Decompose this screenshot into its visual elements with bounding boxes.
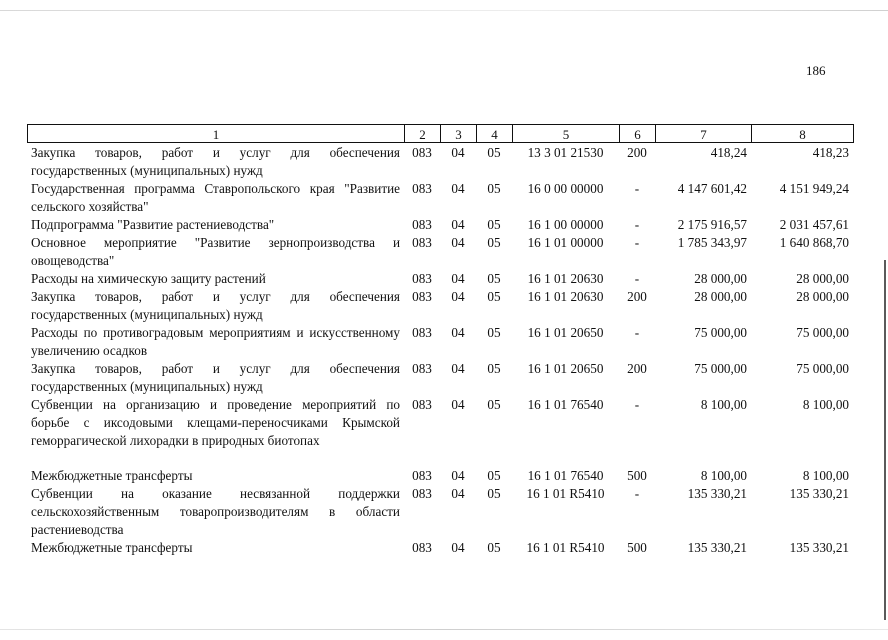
row-cell-c2: 083 — [412, 325, 432, 340]
row-cell-c7: 75 000,00 — [694, 325, 747, 340]
row-cell-c4: 05 — [487, 271, 501, 286]
row-cell-c5: 16 1 01 R5410 — [526, 486, 605, 501]
budget-table — [27, 144, 853, 557]
row-cell-c3: 04 — [451, 325, 465, 340]
row-description: Субвенции на оказание несвязанной поддержки сельскохозяйственным товаропроизводителям в области растениеводства — [31, 486, 400, 537]
row-cell-c4: 05 — [487, 145, 501, 160]
table-row — [27, 144, 853, 180]
row-cell-c8: 1 640 868,70 — [779, 235, 849, 250]
spacer-row — [27, 450, 853, 467]
row-cell-c7: 418,24 — [710, 145, 747, 160]
row-cell-c3: 04 — [451, 181, 465, 196]
row-cell-c2: 083 — [412, 540, 432, 555]
row-cell-c3: 04 — [451, 145, 465, 160]
table-row — [27, 485, 853, 539]
row-cell-c4: 05 — [487, 325, 501, 340]
row-cell-c6: - — [634, 217, 640, 232]
row-cell-c8: 4 151 949,24 — [779, 181, 849, 196]
row-cell-c8: 418,23 — [812, 145, 849, 160]
row-cell-c8: 8 100,00 — [802, 397, 849, 412]
column-header: 2 — [405, 125, 441, 143]
row-description: Подпрограмма "Развитие растениеводства" — [31, 217, 275, 232]
table-row — [27, 216, 853, 234]
row-cell-c5: 16 0 00 00000 — [527, 181, 604, 196]
table-body — [27, 144, 853, 557]
row-cell-c3: 04 — [451, 289, 465, 304]
scan-right-edge — [884, 260, 886, 620]
row-cell-c8: 2 031 457,61 — [779, 217, 849, 232]
row-cell-c4: 05 — [487, 217, 501, 232]
scan-top-edge — [0, 10, 888, 11]
row-cell-c7: 8 100,00 — [700, 397, 747, 412]
row-cell-c4: 05 — [487, 540, 501, 555]
table-row — [27, 360, 853, 396]
row-cell-c2: 083 — [412, 181, 432, 196]
row-cell-c2: 083 — [412, 361, 432, 376]
row-cell-c4: 05 — [487, 289, 501, 304]
column-header: 8 — [752, 125, 854, 143]
row-cell-c2: 083 — [412, 486, 432, 501]
row-description: Государственная программа Ставропольского края "Развитие сельского хозяйства" — [31, 181, 400, 214]
row-cell-c5: 16 1 01 R5410 — [526, 540, 605, 555]
row-cell-c3: 04 — [451, 235, 465, 250]
row-description: Закупка товаров, работ и услуг для обеспечения государственных (муниципальных) нужд — [31, 289, 400, 322]
row-cell-c6: - — [634, 235, 640, 250]
row-cell-c8: 135 330,21 — [789, 540, 849, 555]
row-cell-c7: 135 330,21 — [687, 486, 747, 501]
row-cell-c8: 75 000,00 — [796, 361, 849, 376]
row-cell-c2: 083 — [412, 217, 432, 232]
row-description: Межбюджетные трансферты — [31, 468, 193, 483]
spacer-cell — [27, 450, 853, 467]
column-header: 6 — [620, 125, 656, 143]
row-cell-c7: 75 000,00 — [694, 361, 747, 376]
row-cell-c5: 16 1 01 76540 — [527, 468, 604, 483]
row-cell-c3: 04 — [451, 540, 465, 555]
row-cell-c6: 200 — [627, 145, 647, 160]
row-cell-c3: 04 — [451, 361, 465, 376]
row-cell-c7: 1 785 343,97 — [677, 235, 747, 250]
row-cell-c2: 083 — [412, 145, 432, 160]
row-cell-c8: 135 330,21 — [789, 486, 849, 501]
row-cell-c7: 135 330,21 — [687, 540, 747, 555]
row-cell-c4: 05 — [487, 468, 501, 483]
column-header: 3 — [441, 125, 477, 143]
table-row — [27, 288, 853, 324]
row-cell-c6: - — [634, 271, 640, 286]
row-cell-c5: 16 1 01 20630 — [527, 289, 604, 304]
row-description: Субвенции на организацию и проведение мероприятий по борьбе с иксодовыми клещами-переносчиками Крымской геморрагической лихорадки в природных биотопах — [31, 397, 400, 448]
row-cell-c6: - — [634, 486, 640, 501]
row-cell-c8: 28 000,00 — [796, 271, 849, 286]
row-cell-c6: - — [634, 325, 640, 340]
row-cell-c3: 04 — [451, 397, 465, 412]
table-row — [27, 180, 853, 216]
row-description: Межбюджетные трансферты — [31, 540, 193, 555]
table-row — [27, 324, 853, 360]
row-cell-c4: 05 — [487, 181, 501, 196]
row-description: Расходы по противоградовым мероприятиям и искусственному увеличению осадков — [31, 325, 400, 358]
scan-bottom-edge — [0, 629, 888, 630]
row-cell-c6: 200 — [627, 289, 647, 304]
row-cell-c3: 04 — [451, 486, 465, 501]
row-cell-c6: 500 — [627, 468, 647, 483]
column-header: 4 — [477, 125, 513, 143]
row-cell-c6: 500 — [627, 540, 647, 555]
row-cell-c7: 8 100,00 — [700, 468, 747, 483]
row-cell-c4: 05 — [487, 397, 501, 412]
row-description: Основное мероприятие "Развитие зернопроизводства и овощеводства" — [31, 235, 400, 268]
row-cell-c3: 04 — [451, 271, 465, 286]
row-description: Закупка товаров, работ и услуг для обеспечения государственных (муниципальных) нужд — [31, 145, 400, 178]
row-cell-c5: 16 1 00 00000 — [527, 217, 604, 232]
row-cell-c6: - — [634, 181, 640, 196]
row-description: Закупка товаров, работ и услуг для обеспечения государственных (муниципальных) нужд — [31, 361, 400, 394]
column-header-table — [27, 124, 854, 143]
row-cell-c6: - — [634, 397, 640, 412]
column-header: 1 — [28, 125, 405, 143]
row-cell-c7: 28 000,00 — [694, 289, 747, 304]
table-row — [27, 396, 853, 450]
row-cell-c5: 16 1 01 00000 — [527, 235, 604, 250]
row-cell-c2: 083 — [412, 235, 432, 250]
row-cell-c5: 16 1 01 76540 — [527, 397, 604, 412]
row-cell-c6: 200 — [627, 361, 647, 376]
column-header-row — [28, 125, 854, 143]
row-cell-c4: 05 — [487, 486, 501, 501]
row-cell-c8: 8 100,00 — [802, 468, 849, 483]
row-cell-c7: 2 175 916,57 — [677, 217, 747, 232]
table-row — [27, 270, 853, 288]
row-cell-c3: 04 — [451, 217, 465, 232]
row-cell-c5: 16 1 01 20630 — [527, 271, 604, 286]
row-cell-c2: 083 — [412, 468, 432, 483]
column-header: 5 — [513, 125, 620, 143]
row-cell-c5: 16 1 01 20650 — [527, 361, 604, 376]
table-row — [27, 234, 853, 270]
row-cell-c2: 083 — [412, 397, 432, 412]
row-cell-c4: 05 — [487, 361, 501, 376]
row-cell-c8: 28 000,00 — [796, 289, 849, 304]
row-cell-c5: 16 1 01 20650 — [527, 325, 604, 340]
row-cell-c4: 05 — [487, 235, 501, 250]
table-row — [27, 539, 853, 557]
row-cell-c2: 083 — [412, 289, 432, 304]
column-header: 7 — [656, 125, 752, 143]
row-cell-c5: 13 3 01 21530 — [527, 145, 604, 160]
row-cell-c7: 4 147 601,42 — [677, 181, 747, 196]
row-cell-c7: 28 000,00 — [694, 271, 747, 286]
table-row — [27, 467, 853, 485]
page-number: 186 — [806, 63, 826, 78]
row-cell-c3: 04 — [451, 468, 465, 483]
row-cell-c2: 083 — [412, 271, 432, 286]
row-description: Расходы на химическую защиту растений — [31, 271, 266, 286]
row-cell-c8: 75 000,00 — [796, 325, 849, 340]
